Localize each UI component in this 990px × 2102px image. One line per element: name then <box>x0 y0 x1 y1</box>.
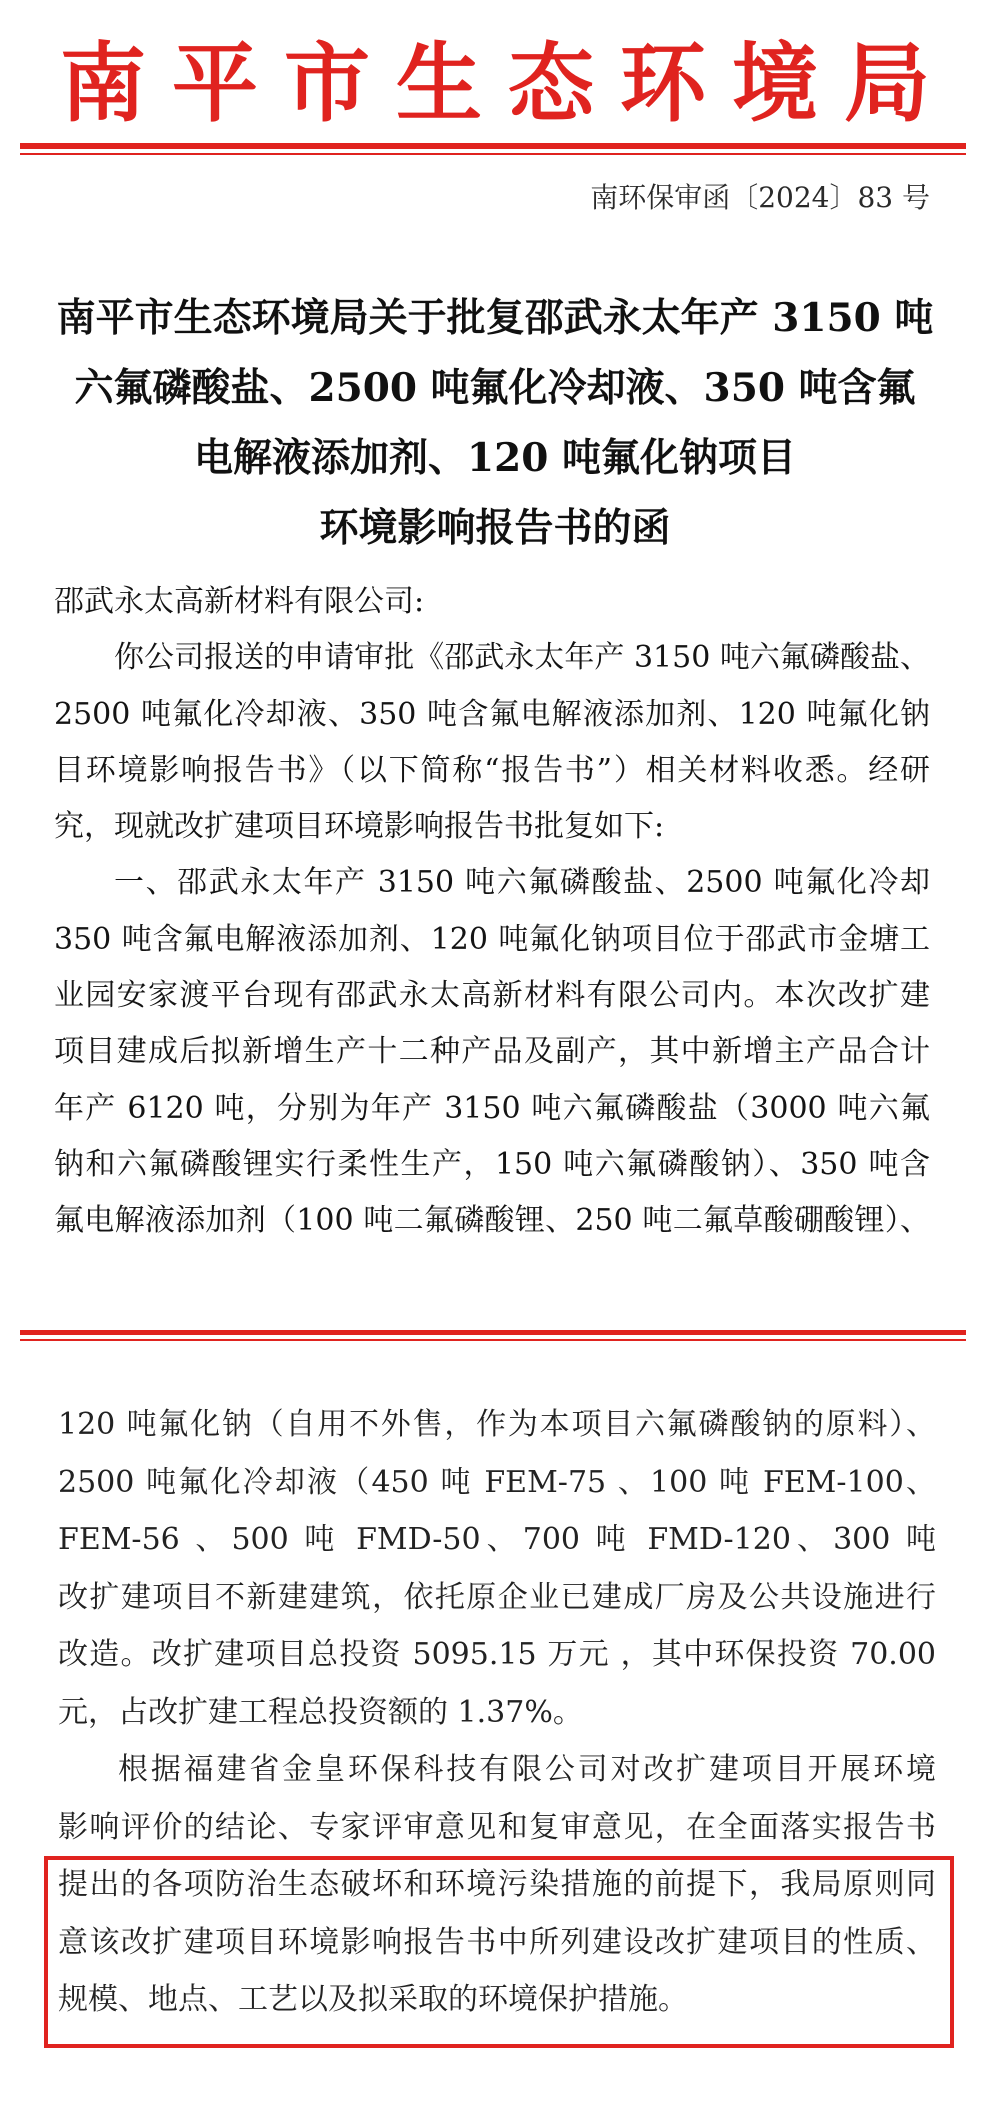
letter-body-page-2 <box>58 1396 936 2029</box>
letterhead-red-rule-thick <box>20 143 966 149</box>
salutation: 邵武永太高新材料有限公司: <box>54 584 425 619</box>
title-line: 电解液添加剂、120 吨氟化钠项目 <box>194 435 796 481</box>
body-line: 一、邵武永太年产 3150 吨六氟磷酸盐、2500 吨氟化冷却 <box>114 865 930 901</box>
body-line: 意该改扩建项目环境影响报告书中所列建设改扩建项目的性质、 <box>58 1924 936 1960</box>
body-line: 根据福建省金皇环保科技有限公司对改扩建项目开展环境 <box>118 1752 936 1787</box>
body-line: 究，现就改扩建项目环境影响报告书批复如下: <box>54 809 665 845</box>
body-line: FEM-56 、500 吨 FMD-50、700 吨 FMD-120、300 吨 <box>58 1522 936 1557</box>
letter-body-page-1 <box>54 574 930 1250</box>
body-line: 年产 6120 吨，分别为年产 3150 吨六氟磷酸盐（3000 吨六氟 <box>54 1090 930 1126</box>
body-line: 业园安家渡平台现有邵武永太高新材料有限公司内。本次改扩建 <box>54 978 930 1014</box>
body-line: 项目建成后拟新增生产十二种产品及副产，其中新增主产品合计 <box>54 1034 930 1070</box>
body-line: 你公司报送的申请审批《邵武永太年产 3150 吨六氟磷酸盐、 <box>114 640 930 676</box>
body-line: 2500 吨氟化冷却液、350 吨含氟电解液添加剂、120 吨氟化钠 <box>54 696 930 732</box>
body-line: 影响评价的结论、专家评审意见和复审意见，在全面落实报告书 <box>58 1809 936 1845</box>
body-line: 规模、地点、工艺以及拟采取的环境保护措施。 <box>58 1982 688 2017</box>
body-line: 提出的各项防治生态破坏和环境污染措施的前提下，我局原则同 <box>58 1867 936 1902</box>
body-line: 目环境影响报告书》（以下简称“报告书”）相关材料收悉。经研 <box>54 752 930 788</box>
page-break-red-rule-thick <box>20 1330 966 1335</box>
body-line: 氟电解液添加剂（100 吨二氟磷酸锂、250 吨二氟草酸硼酸锂）、 <box>54 1203 930 1239</box>
body-line: 改造。改扩建项目总投资 5095.15 万元 ，其中环保投资 70.00 <box>58 1637 936 1672</box>
body-line: 2500 吨氟化冷却液（450 吨 FEM-75 、100 吨 FEM-100、 <box>58 1464 936 1500</box>
body-line: 元，占改扩建工程总投资额的 1.37%。 <box>58 1694 583 1730</box>
title-line: 环境影响报告书的函 <box>319 505 671 551</box>
document-title <box>0 283 990 563</box>
body-line: 改扩建项目不新建建筑，依托原企业已建成厂房及公共设施进行 <box>58 1579 936 1615</box>
body-line: 350 吨含氟电解液添加剂、120 吨氟化钠项目位于邵武市金塘工 <box>54 921 930 957</box>
page-break-red-rule-thin <box>20 1339 966 1341</box>
letterhead-red-rule-thin <box>20 153 966 155</box>
agency-letterhead: 南平市生态环境局 <box>60 34 956 134</box>
title-line: 六氟磷酸盐、2500 吨氟化冷却液、350 吨含氟 <box>74 365 916 411</box>
body-line: 钠和六氟磷酸锂实行柔性生产，150 吨六氟磷酸钠）、350 吨含 <box>54 1146 930 1182</box>
document-number: 南环保审函〔2024〕83 号 <box>590 181 930 214</box>
body-line: 120 吨氟化钠（自用不外售，作为本项目六氟磷酸钠的原料）、 <box>58 1407 936 1442</box>
title-line: 南平市生态环境局关于批复邵武永太年产 3150 吨 <box>56 295 934 341</box>
